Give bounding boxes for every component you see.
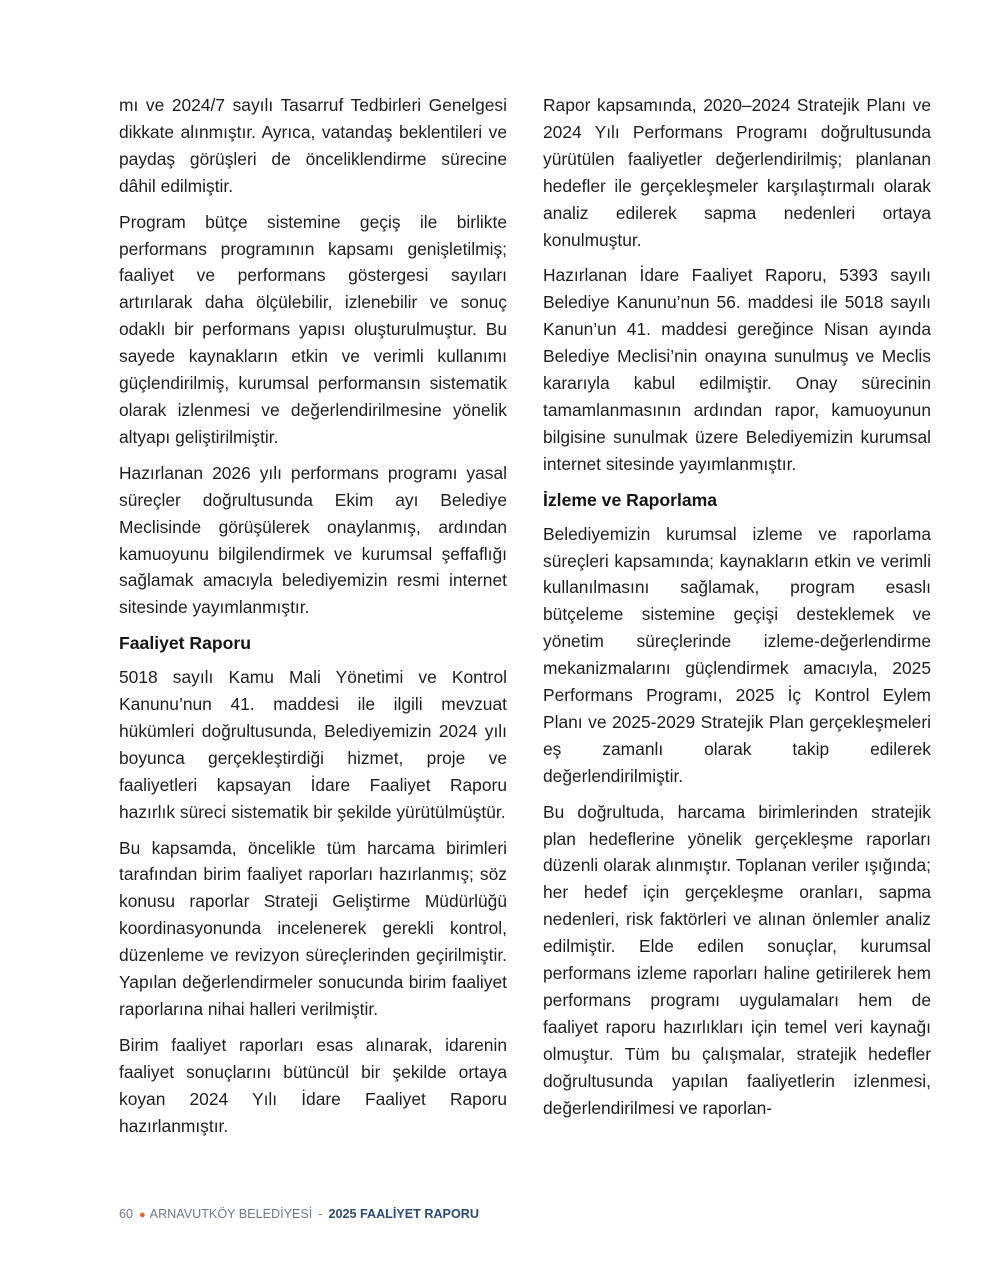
bullet-dot-icon: ● xyxy=(139,1209,146,1221)
heading-faaliyet-raporu: Faaliyet Raporu xyxy=(119,633,251,654)
page-footer xyxy=(119,1205,479,1224)
right-paragraph-4: Bu doğrultuda, harcama birimlerinden stratejik plan hedeflerine yönelik gerçekleşme raporları düzenli olarak alınmıştır. Toplanan veriler ışığında; her hedef için gerçekleşme oranları, sapma nedenleri, risk faktörleri ve alınan önlemler analiz edilmiştir. Elde edilen sonuçlar, kurumsal performans izleme raporları haline getirilerek hem performans programı uygulamaları hem de faaliyet raporu hazırlıkları için temel veri kaynağı olmuştur. Tüm bu çalışmalar, stratejik hedefler doğrultusunda yapılan faaliyetlerin izlenmesi, değerlendirilmesi ve raporlan- xyxy=(543,801,931,1118)
left-paragraph-4: 5018 sayılı Kamu Mali Yönetimi ve Kontrol Kanunu’nun 41. maddesi ile ilgili mevzuat hükümleri doğrultusunda, Belediyemizin 2024 yılı boyunca gerçekleştirdiği hizmet, proje ve faaliyetleri kapsayan İdare Faaliyet Raporu hazırlık süreci sistematik bir şekilde yürütülmüştür. xyxy=(119,667,507,822)
footer-organization: ARNAVUTKÖY BELEDİYESİ xyxy=(149,1207,313,1221)
left-paragraph-2: Program bütçe sistemine geçiş ile birlikte performans programının kapsamı genişletilmiş; faaliyet ve performans göstergesi sayıları artırılarak daha ölçülebilir, izlenebilir ve sonuç odaklı bir performans yapısı oluşturulmuştur. Bu sayede kaynakların etkin ve verimli kullanımı güçlendirilmiş, kurumsal performansın sistematik olarak izlenmesi ve değerlendirilmesine yönelik altyapı geliştirilmiştir. xyxy=(119,211,507,447)
footer-report-title: 2025 FAALİYET RAPORU xyxy=(328,1207,479,1221)
left-paragraph-1: mı ve 2024/7 sayılı Tasarruf Tedbirleri Genelgesi dikkate alınmıştır. Ayrıca, vatandaş beklentileri ve paydaş görüşleri de önceliklendirme sürecine dâhil edilmiştir. xyxy=(119,95,507,196)
page-number: 60 xyxy=(119,1207,134,1221)
left-paragraph-3: Hazırlanan 2026 yılı performans programı yasal süreçler doğrultusunda Ekim ayı Belediye Meclisinde görüşülerek onaylanmış, ardından kamuoyunu bilgilendirmek ve kurumsal şeffaflığı sağlamak amacıyla belediyemizin resmi internet sitesinde yayımlanmıştır. xyxy=(119,462,507,618)
heading-izleme-ve-raporlama: İzleme ve Raporlama xyxy=(543,489,718,510)
right-paragraph-3: Belediyemizin kurumsal izleme ve raporlama süreçleri kapsamında; kaynakların etkin ve verimli kullanılmasını sağlamak, program esaslı bütçeleme sistemine geçişi desteklemek ve yönetim süreçlerinde izleme-değerlendirme mekanizmalarını güçlendirmek amacıyla, 2025 Performans Programı, 2025 İç Kontrol Eylem Planı ve 2025-2029 Stratejik Plan gerçekleşmeleri eş zamanlı olarak takip edilerek değerlendirilmiştir. xyxy=(543,523,931,786)
left-paragraph-6: Birim faaliyet raporları esas alınarak, idarenin faaliyet sonuçlarını bütüncül bir şekilde ortaya koyan 2024 Yılı İdare Faaliyet Raporu hazırlanmıştır. xyxy=(119,1034,507,1136)
right-paragraph-1: Rapor kapsamında, 2020–2024 Stratejik Planı ve 2024 Yılı Performans Programı doğrultusunda yürütülen faaliyetler değerlendirilmiş; planlanan hedefler ile gerçekleşmeler karşılaştırmalı olarak analiz edilerek sapma nedenleri ortaya konulmuştur. xyxy=(543,95,931,250)
footer-separator: - xyxy=(318,1207,323,1221)
left-column xyxy=(119,92,507,1149)
left-paragraph-5: Bu kapsamda, öncelikle tüm harcama birimleri tarafından birim faaliyet raporları hazırlanmış; söz konusu raporlar Strateji Geliştirme Müdürlüğü koordinasyonunda incelenerek gerekli kontrol, düzenleme ve revizyon süreçlerinden geçirilmiştir. Yapılan değerlendirmeler sonucunda birim faaliyet raporlarına nihai halleri verilmiştir. xyxy=(119,837,507,1019)
right-paragraph-2: Hazırlanan İdare Faaliyet Raporu, 5393 sayılı Belediye Kanunu’nun 56. maddesi ile 5018 sayılı Kanun’un 41. maddesi gereğince Nisan ayında Belediye Meclisi’nin onayına sunulmuş ve Meclis kararıyla kabul edilmiştir. Onay sürecinin tamamlanmasının ardından rapor, kamuoyunun bilgisine sunulmak üzere Belediyemizin kurumsal internet sitesinde yayımlanmıştır. xyxy=(543,265,931,474)
right-column xyxy=(543,92,931,1131)
